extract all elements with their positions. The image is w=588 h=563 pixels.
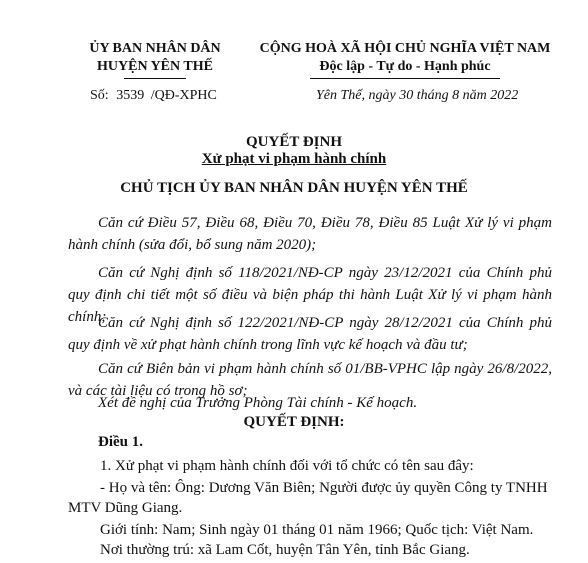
preamble-legal-basis-3: Căn cứ Nghị định số 122/2021/NĐ-CP ngày 28/12/2021 của Chính phủ quy định về xử phạt hành chính trong lĩnh vực kế hoạch và đầu tư; xyxy=(68,315,552,353)
preamble-legal-basis-1: Căn cứ Điều 57, Điều 68, Điều 70, Điều 78, Điều 85 Luật Xử lý vi phạm hành chính (sửa đổi, bổ sung năm 2020); xyxy=(68,215,552,253)
violator-gender-birth: Giới tính: Nam; Sinh ngày 01 tháng 01 năm 1966; Quốc tịch: Việt Nam. xyxy=(100,522,534,538)
preamble-proposal: Xét đề nghị của Trưởng Phòng Tài chính - Kế hoạch. xyxy=(98,395,418,411)
violator-residence: Nơi thường trú: xã Lam Cốt, huyện Tân Yên, tỉnh Bắc Giang. xyxy=(100,542,470,558)
document-number xyxy=(90,88,217,104)
issuing-org-line1: ỦY BAN NHÂN DÂN xyxy=(89,41,221,56)
document-title: QUYẾT ĐỊNH xyxy=(246,134,342,150)
place-date: Yên Thế, ngày 30 tháng 8 năm 2022 xyxy=(316,88,519,103)
issuing-org-line2: HUYỆN YÊN THẾ xyxy=(97,59,213,74)
national-motto: Độc lập - Tự do - Hạnh phúc xyxy=(319,59,491,74)
number-prefix: Số: xyxy=(90,88,109,103)
decision-heading: QUYẾT ĐỊNH: xyxy=(243,414,345,430)
number-value: 3539 xyxy=(116,88,145,103)
article-1-heading: Điều 1. xyxy=(98,434,143,450)
subtitle-text: Xử phạt vi phạm hành chính xyxy=(201,151,387,167)
motto-underline xyxy=(310,78,500,79)
violator-name-line2: MTV Dũng Giang. xyxy=(68,500,183,516)
national-title: CỘNG HOÀ XÃ HỘI CHỦ NGHĨA VIỆT NAM xyxy=(259,41,551,56)
org-underline xyxy=(124,78,186,79)
document-subtitle xyxy=(0,151,588,168)
article-1-item-1: 1. Xử phạt vi phạm hành chính đối với tổ chức có tên sau đây: xyxy=(100,458,474,474)
number-suffix: /QĐ-XPHC xyxy=(150,88,217,103)
preamble-legal-basis-2: Căn cứ Nghị định số 118/2021/NĐ-CP ngày 23/12/2021 của Chính phủ quy định chi tiết một số điều và biện pháp thi hành Luật Xử lý vi phạm hành chính; xyxy=(68,265,552,325)
violator-name-line1: - Họ và tên: Ông: Dương Văn Biên; Người được ủy quyền Công ty TNHH xyxy=(100,480,548,496)
preamble-legal-basis-4: Căn cứ Biên bản vi phạm hành chính số 01/BB-VPHC lập ngày 26/8/2022, và các tài liệu có trong hồ sơ; xyxy=(68,361,552,399)
issuer-title: CHỦ TỊCH ỦY BAN NHÂN DÂN HUYỆN YÊN THẾ xyxy=(120,180,468,196)
